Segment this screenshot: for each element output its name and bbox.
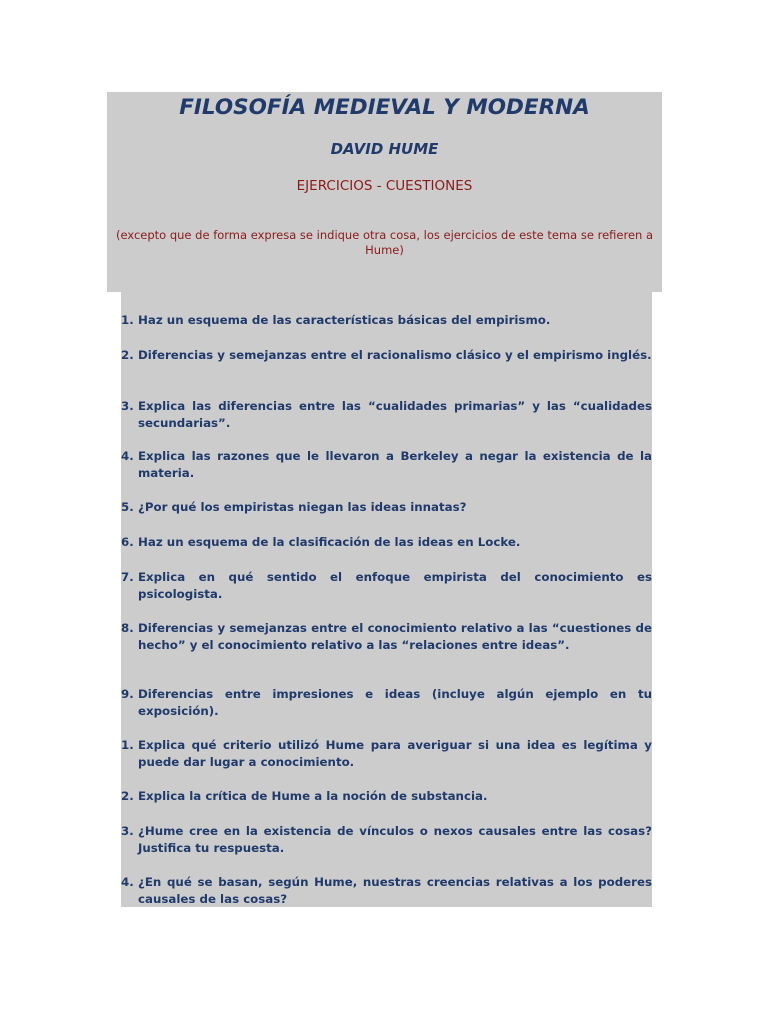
question-text: ¿Por qué los empiristas niegan las ideas innatas? <box>138 500 467 514</box>
question-number: 4. <box>121 449 134 463</box>
question-text: Haz un esquema de la clasificación de las ideas en Locke. <box>138 535 521 549</box>
header-box <box>107 92 662 292</box>
question-number: 7. <box>121 570 134 584</box>
question-text: Explica las razones que le llevaron a Berkeley a negar la existencia de la materia. <box>138 449 652 480</box>
question-number: 9. <box>121 687 134 701</box>
question-text: Explica la crítica de Hume a la noción de substancia. <box>138 789 488 803</box>
question-item <box>121 620 652 653</box>
question-item <box>121 347 652 364</box>
question-number: 5. <box>121 500 134 514</box>
document-title: FILOSOFÍA MEDIEVAL Y MODERNA <box>179 95 590 120</box>
question-item <box>121 569 652 602</box>
question-item <box>121 534 652 551</box>
questions-box <box>121 292 652 907</box>
question-text: Diferencias y semejanzas entre el racionalismo clásico y el empirismo inglés. <box>138 348 652 362</box>
question-text: ¿En qué se basan, según Hume, nuestras creencias relativas a los poderes causales de las cosas? <box>138 875 652 906</box>
question-number: 4. <box>121 875 134 889</box>
section-heading: EJERCICIOS - CUESTIONES <box>296 178 473 194</box>
question-text: ¿Hume cree en la existencia de vínculos o nexos causales entre las cosas? Justifica tu respuesta. <box>138 824 652 855</box>
question-number: 2. <box>121 348 134 362</box>
question-item <box>121 823 652 856</box>
question-text: Diferencias y semejanzas entre el conocimiento relativo a las “cuestiones de hecho” y el conocimiento relativo a las “relaciones entre ideas”. <box>138 621 652 652</box>
question-item <box>121 737 652 770</box>
question-item <box>121 312 652 329</box>
question-text: Explica en qué sentido el enfoque empirista del conocimiento es psicologista. <box>138 570 652 601</box>
question-text: Explica las diferencias entre las “cualidades primarias” y las “cualidades secundarias”. <box>138 399 652 430</box>
question-item <box>121 686 652 719</box>
document-author: DAVID HUME <box>330 140 439 158</box>
question-number: 6. <box>121 535 134 549</box>
question-item <box>121 499 652 516</box>
question-number: 1. <box>121 738 134 752</box>
question-number: 2. <box>121 789 134 803</box>
question-number: 3. <box>121 824 134 838</box>
question-number: 8. <box>121 621 134 635</box>
question-item <box>121 874 652 907</box>
question-item <box>121 788 652 805</box>
question-text: Explica qué criterio utilizó Hume para averiguar si una idea es legítima y puede dar lugar a conocimiento. <box>138 738 652 769</box>
question-item <box>121 448 652 481</box>
scope-note: (excepto que de forma expresa se indique otra cosa, los ejercicios de este tema se refieren a Hume) <box>115 228 654 257</box>
question-item <box>121 398 652 431</box>
question-number: 3. <box>121 399 134 413</box>
question-text: Diferencias entre impresiones e ideas (incluye algún ejemplo en tu exposición). <box>138 687 652 718</box>
question-text: Haz un esquema de las características básicas del empirismo. <box>138 313 551 327</box>
question-number: 1. <box>121 313 134 327</box>
